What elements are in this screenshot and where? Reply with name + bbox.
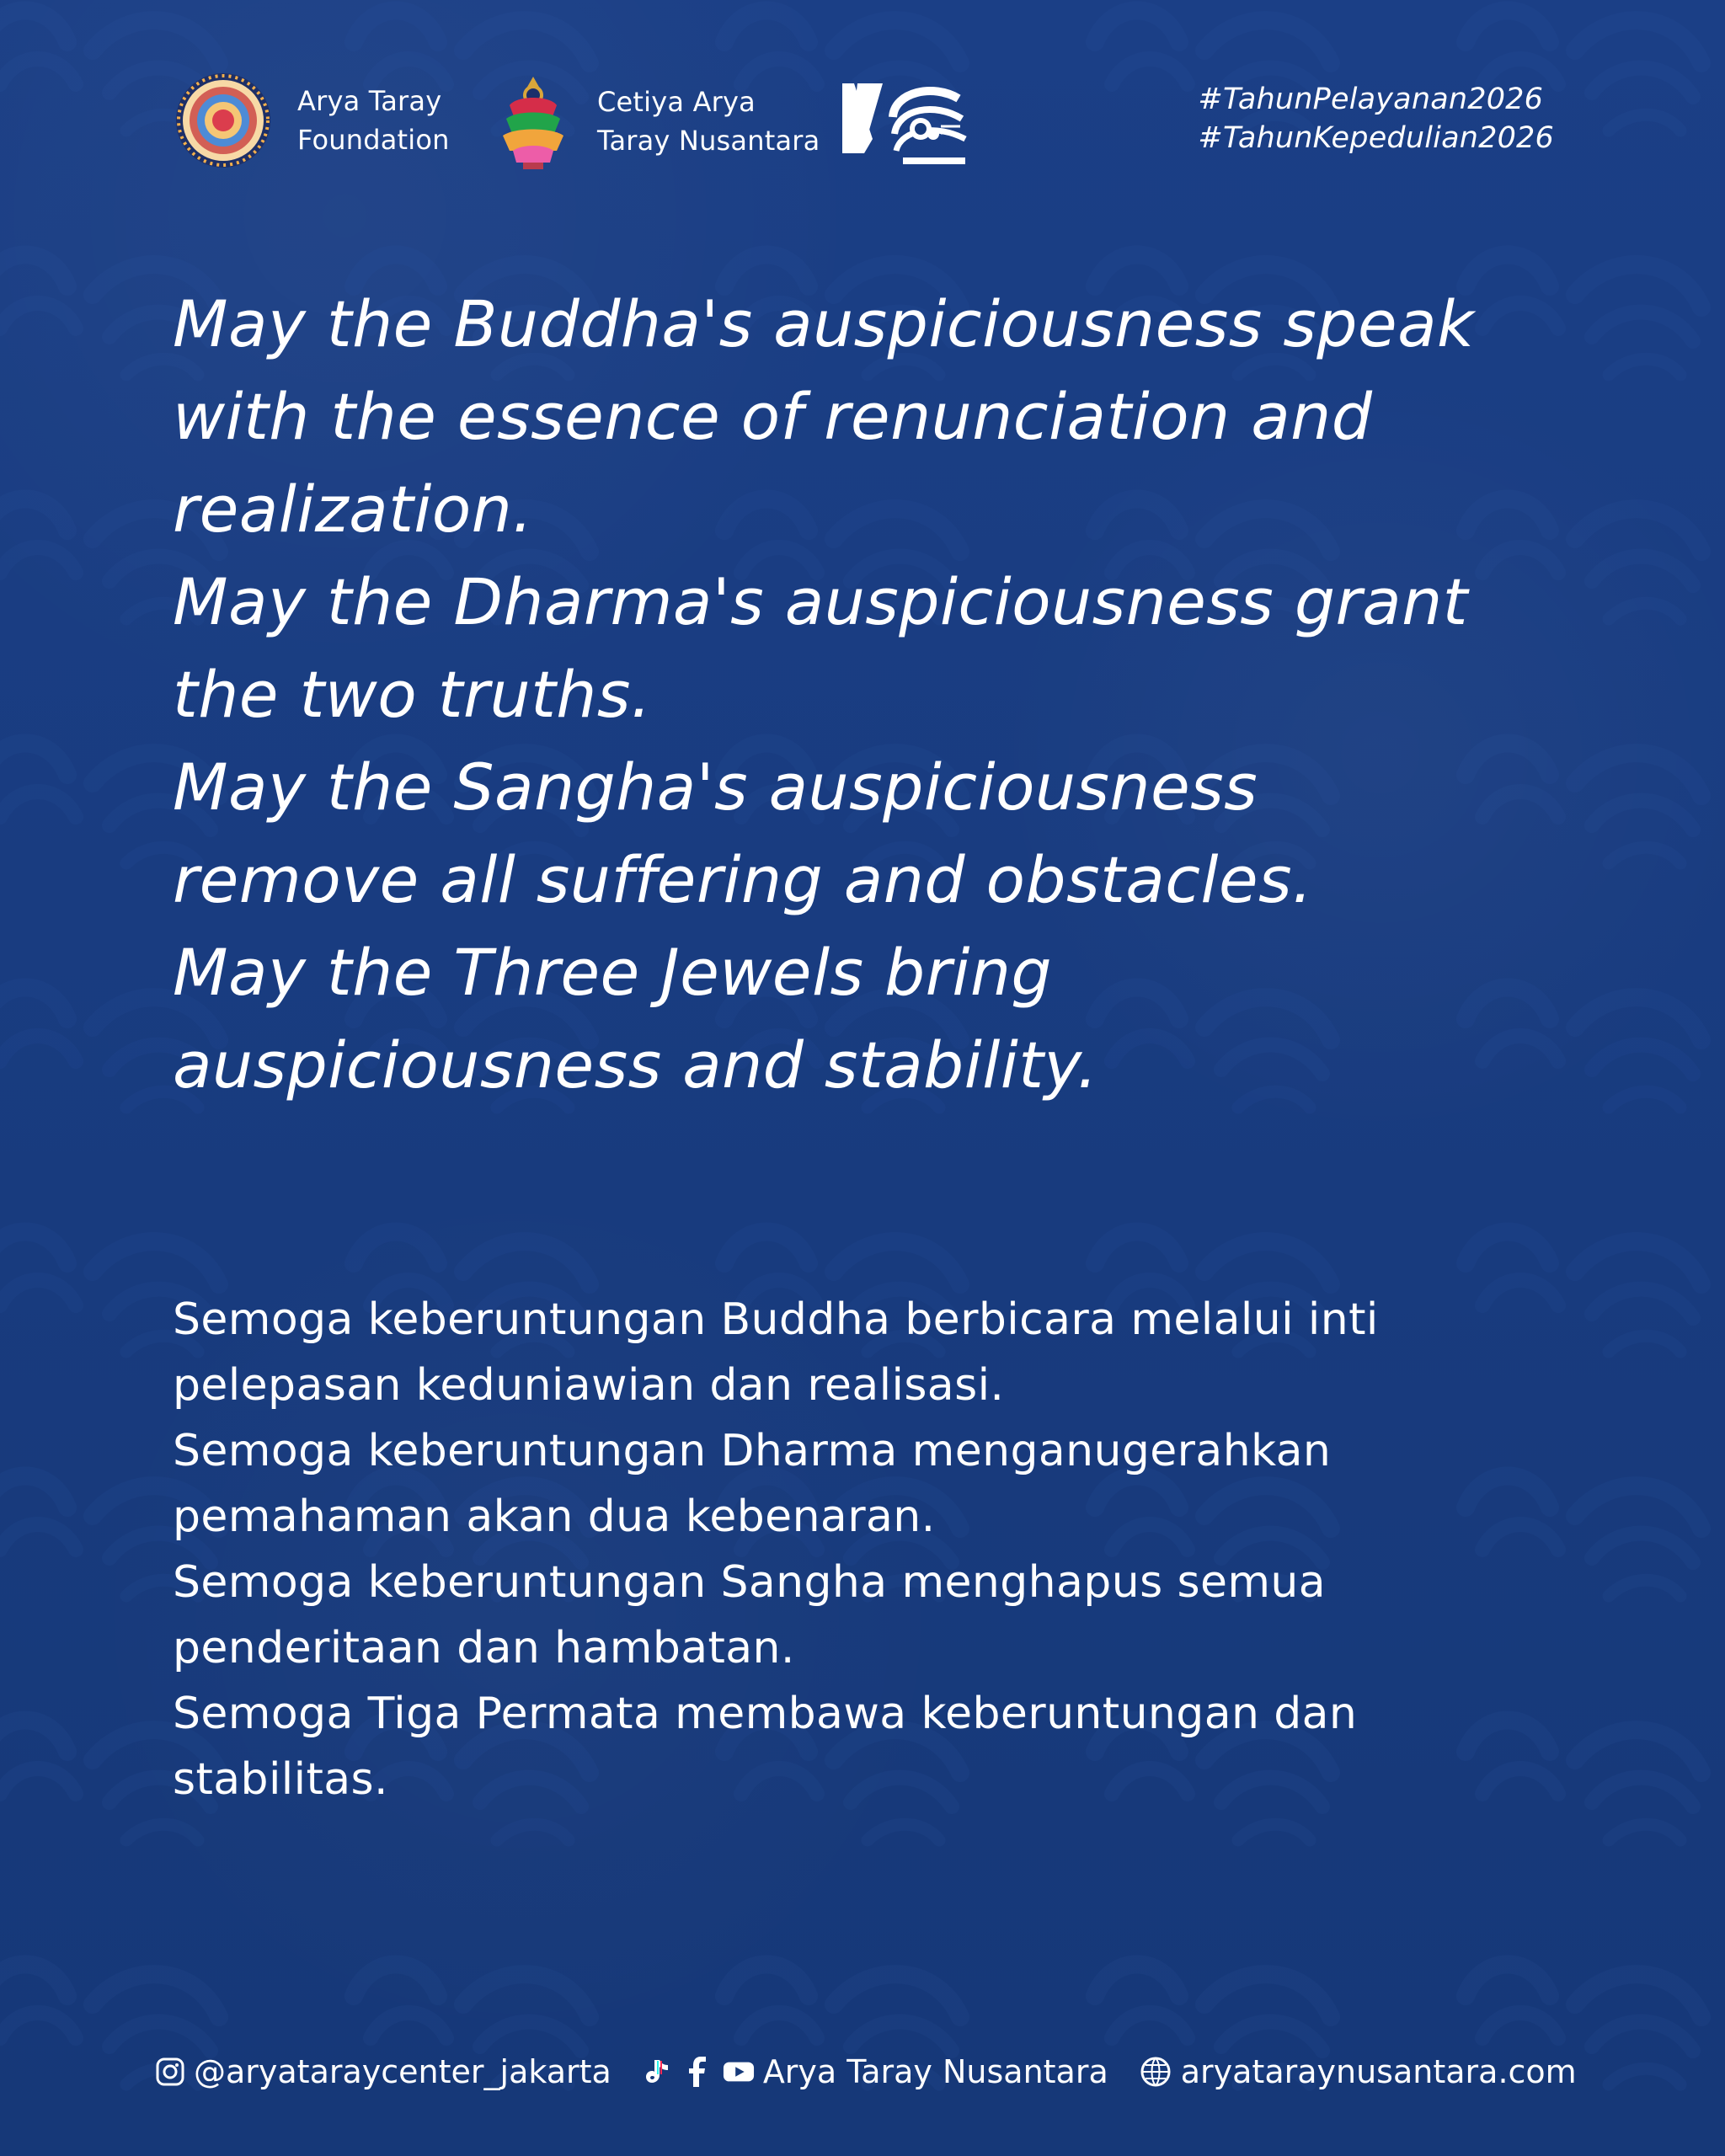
english-prayer <box>173 278 1554 1112</box>
foundation-name-line-1: Arya Taray <box>297 85 442 117</box>
indonesian-line-3: Semoga keberuntungan Dharma menganugerahkan <box>173 1426 1332 1476</box>
indonesian-prayer <box>173 1287 1554 1812</box>
english-line-8: May the Three Jewels bring <box>173 935 1053 1010</box>
facebook-icon <box>682 2056 714 2088</box>
foundation-name <box>297 82 450 159</box>
tiktok-icon <box>642 2056 674 2088</box>
arya-taray-foundation-logo-group <box>173 70 450 171</box>
website-text: aryataraynusantara.com <box>1180 2053 1577 2090</box>
english-line-6: May the Sangha's auspiciousness <box>173 750 1258 825</box>
indonesian-line-4: pemahaman akan dua kebenaran. <box>173 1492 936 1542</box>
english-line-2: with the essence of renunciation and <box>173 379 1373 454</box>
indonesian-line-5: Semoga keberuntungan Sangha menghapus semua <box>173 1557 1327 1608</box>
indonesian-line-8: stabilitas. <box>173 1754 388 1805</box>
cetiya-logo-group <box>493 70 820 173</box>
cetiya-name-line-1: Cetiya Arya <box>597 86 756 118</box>
cetiya-emblem-icon <box>493 70 574 173</box>
english-line-3: realization. <box>173 472 533 547</box>
website-link[interactable] <box>1139 2051 1577 2093</box>
hashtag-2: #TahunKepedulian2026 <box>1198 121 1554 155</box>
instagram-icon <box>155 2057 185 2087</box>
cetiya-name <box>597 83 820 160</box>
header <box>173 70 1554 171</box>
instagram-handle[interactable] <box>155 2051 611 2093</box>
foundation-name-line-2: Foundation <box>297 124 450 156</box>
english-line-9: auspiciousness and stability. <box>173 1027 1098 1102</box>
indonesian-line-7: Semoga Tiga Permata membawa keberuntungan dan <box>173 1689 1358 1739</box>
footer <box>155 2051 1577 2093</box>
foundation-seal-icon <box>173 70 274 171</box>
indonesian-line-1: Semoga keberuntungan Buddha berbicara melalui inti <box>173 1294 1379 1345</box>
english-line-4: May the Dharma's auspiciousness grant <box>173 564 1468 639</box>
instagram-handle-text: @aryataraycenter_jakarta <box>194 2053 611 2090</box>
english-line-5: the two truths. <box>173 657 652 732</box>
anniversary-logo <box>834 73 977 166</box>
indonesian-line-6: penderitaan dan hambatan. <box>173 1623 795 1673</box>
social-name-text: Arya Taray Nusantara <box>762 2053 1108 2090</box>
indonesian-line-2: pelepasan keduniawian dan realisasi. <box>173 1360 1005 1411</box>
cetiya-name-line-2: Taray Nusantara <box>597 125 820 157</box>
english-line-7: remove all suffering and obstacles. <box>173 842 1313 917</box>
hashtags <box>1198 80 1554 157</box>
hashtag-1: #TahunPelayanan2026 <box>1198 83 1544 116</box>
english-line-1: May the Buddha's auspiciousness speak <box>173 286 1475 361</box>
globe-icon <box>1139 2055 1172 2089</box>
anniversary-mark-icon <box>834 73 977 166</box>
youtube-icon <box>723 2056 755 2088</box>
social-links[interactable] <box>642 2051 1108 2093</box>
